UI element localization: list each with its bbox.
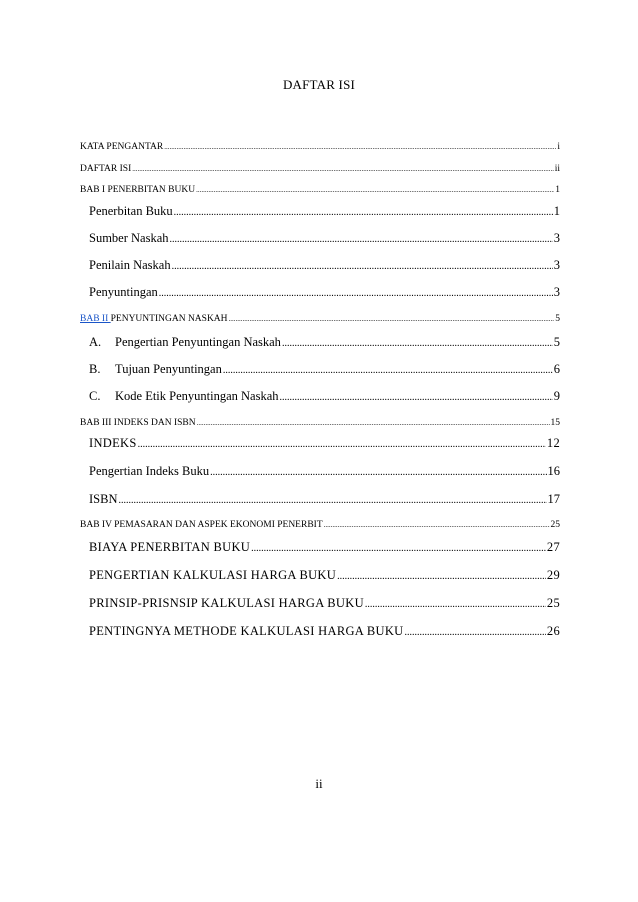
dot-leader	[138, 439, 546, 450]
toc-entry-label	[89, 362, 222, 377]
dot-leader	[196, 186, 554, 194]
toc-entry-bab-2[interactable]	[80, 314, 560, 324]
toc-entry-page: 3	[553, 285, 560, 299]
toc-entry-page: 3	[553, 258, 560, 272]
toc-entry-label: BAB III INDEKS DAN ISBN	[80, 418, 196, 428]
toc-entry-letter: B.	[89, 362, 101, 376]
toc-entry-label: PENGERTIAN KALKULASI HARGA BUKU	[89, 568, 337, 582]
toc-entry-page: 17	[547, 492, 560, 506]
toc-entry-page: 9	[553, 389, 560, 403]
dot-leader	[132, 165, 553, 173]
toc-entry-page: i	[557, 142, 560, 152]
toc-entry-daftar-isi[interactable]	[80, 164, 560, 174]
toc-entry-label: ISBN	[89, 492, 118, 506]
dot-leader	[172, 261, 553, 272]
page-title: DAFTAR ISI	[282, 77, 356, 92]
toc-entry-label	[89, 335, 281, 350]
toc-entry-page: 6	[553, 362, 560, 376]
toc-entry-label-text: PENYUNTINGAN NASKAH	[110, 314, 228, 324]
toc-entry-page: 15	[550, 418, 560, 428]
toc-entry-label: BIAYA PENERBITAN BUKU	[89, 540, 251, 554]
toc-entry-bab-1[interactable]	[80, 185, 560, 195]
page-number-footer: ii	[315, 776, 323, 791]
toc-entry-page: 25	[546, 596, 560, 610]
toc-entry-label-text: Kode Etik Penyuntingan Naskah	[115, 389, 279, 403]
bab-2-link[interactable]: BAB II	[80, 314, 111, 324]
toc-entry-biaya-penerbitan[interactable]	[89, 540, 560, 555]
toc-entry-pengertian-penyuntingan[interactable]	[89, 335, 560, 350]
dot-leader	[197, 419, 550, 427]
toc-entry-page: 16	[547, 464, 560, 478]
dot-leader	[280, 392, 553, 403]
toc-entry-label: PENTINGNYA METHODE KALKULASI HARGA BUKU	[89, 624, 404, 638]
toc-entry-label: INDEKS	[89, 436, 137, 450]
toc-entry-pengertian-kalkulasi[interactable]	[89, 568, 560, 583]
dot-leader	[210, 467, 546, 478]
dot-leader	[229, 315, 555, 323]
dot-leader	[251, 543, 546, 554]
toc-entry-penerbitan-buku[interactable]	[89, 204, 560, 219]
toc-entry-kata-pengantar[interactable]	[80, 142, 560, 152]
toc-entry-label: PRINSIP-PRISNSIP KALKULASI HARGA BUKU	[89, 596, 364, 610]
dot-leader	[324, 521, 550, 529]
dot-leader	[170, 234, 553, 245]
dot-leader	[174, 207, 553, 218]
dot-leader	[159, 288, 553, 299]
toc-entry-pentingnya-methode[interactable]	[89, 624, 560, 639]
toc-entry-label	[80, 314, 228, 324]
dot-leader	[164, 143, 556, 151]
toc-entry-label: Penilain Naskah	[89, 258, 171, 272]
toc-entry-letter: C.	[89, 389, 101, 403]
dot-leader	[404, 627, 545, 638]
toc-entry-page: 26	[546, 624, 560, 638]
toc-entry-label	[89, 389, 279, 404]
dot-leader	[223, 365, 553, 376]
dot-leader	[365, 599, 546, 610]
toc-entry-tujuan-penyuntingan[interactable]	[89, 362, 560, 377]
dot-leader	[282, 338, 553, 349]
dot-leader	[337, 571, 546, 582]
toc-entry-label: Sumber Naskah	[89, 231, 169, 245]
toc-entry-page: 29	[546, 568, 560, 582]
toc-entry-label-text: Tujuan Penyuntingan	[115, 362, 222, 376]
toc-entry-label: DAFTAR ISI	[80, 164, 132, 174]
toc-entry-page: 1	[553, 204, 560, 218]
toc-entry-indeks[interactable]	[89, 436, 560, 451]
toc-entry-page: 25	[550, 520, 560, 530]
toc-entry-page: 3	[553, 231, 560, 245]
toc-entry-pengertian-indeks[interactable]	[89, 464, 560, 479]
toc-entry-label-text: Pengertian Penyuntingan Naskah	[115, 335, 281, 349]
toc-entry-label: KATA PENGANTAR	[80, 142, 164, 152]
toc-entry-page: ii	[554, 164, 560, 174]
toc-entry-penyuntingan[interactable]	[89, 285, 560, 300]
toc-entry-isbn[interactable]	[89, 492, 560, 507]
toc-entry-page: 27	[546, 540, 560, 554]
toc-entry-prinsip-kalkulasi[interactable]	[89, 596, 560, 611]
toc-entry-letter: A.	[89, 335, 102, 349]
toc-entry-page: 5	[553, 335, 560, 349]
toc-entry-kode-etik[interactable]	[89, 389, 560, 404]
toc-entry-label: Pengertian Indeks Buku	[89, 464, 210, 478]
toc-entry-label: Penerbitan Buku	[89, 204, 173, 218]
toc-entry-page: 5	[555, 314, 560, 324]
toc-entry-label: BAB I PENERBITAN BUKU	[80, 185, 196, 195]
toc-entry-page: 1	[555, 185, 560, 195]
toc-entry-bab-3[interactable]	[80, 418, 560, 428]
dot-leader	[118, 495, 546, 506]
toc-entry-penilain-naskah[interactable]	[89, 258, 560, 273]
toc-entry-label: BAB IV PEMASARAN DAN ASPEK EKONOMI PENERBIT	[80, 520, 323, 530]
toc-entry-sumber-naskah[interactable]	[89, 231, 560, 246]
toc-entry-bab-4[interactable]	[80, 520, 560, 530]
toc-entry-label: Penyuntingan	[89, 285, 158, 299]
toc-entry-page: 12	[546, 436, 560, 450]
